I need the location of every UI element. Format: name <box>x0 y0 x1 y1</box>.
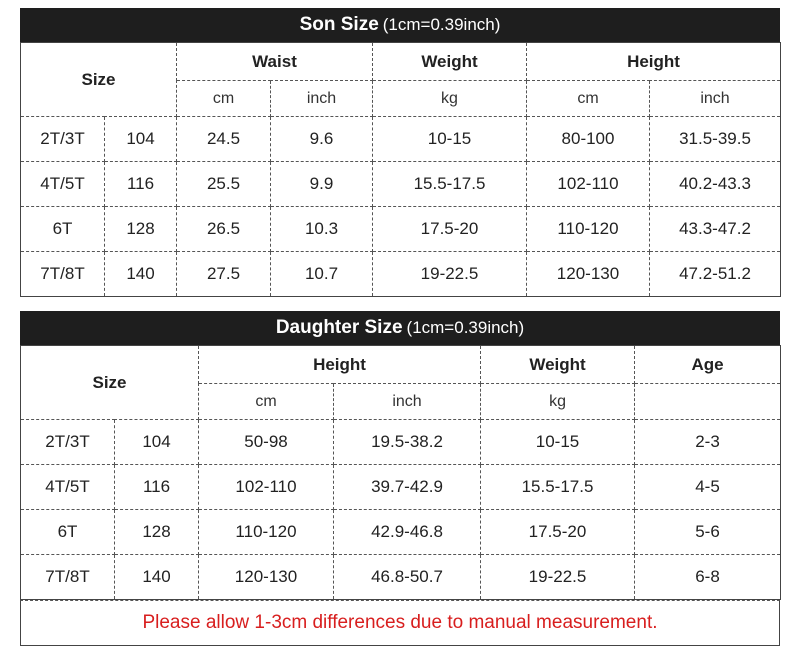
waist-cm: 26.5 <box>177 207 271 252</box>
height-cm: 102-110 <box>527 162 650 207</box>
height-cm: 50-98 <box>199 420 334 465</box>
daughter-age-unit <box>635 384 781 420</box>
daughter-subtitle: (1cm=0.39inch) <box>406 318 525 337</box>
size-code: 128 <box>105 207 177 252</box>
size-code: 128 <box>115 510 199 555</box>
waist-inch: 9.6 <box>271 117 373 162</box>
table-row <box>21 420 781 465</box>
daughter-title: Daughter Size <box>275 317 403 338</box>
daughter-height-header: Height <box>199 346 481 384</box>
measurement-note: Please allow 1-3cm differences due to manual measurement. <box>20 600 780 646</box>
weight-kg: 15.5-17.5 <box>481 465 635 510</box>
daughter-height-inch-unit: inch <box>334 384 481 420</box>
size-label: 6T <box>21 510 115 555</box>
table-row <box>21 510 781 555</box>
table-row <box>21 555 781 600</box>
height-cm: 120-130 <box>527 252 650 297</box>
son-title: Son Size <box>299 14 379 35</box>
son-weight-header: Weight <box>373 43 527 81</box>
daughter-size-table <box>20 345 781 600</box>
height-cm: 110-120 <box>199 510 334 555</box>
daughter-size-chart <box>20 311 780 646</box>
height-inch: 31.5-39.5 <box>650 117 781 162</box>
son-height-header: Height <box>527 43 781 81</box>
table-row <box>21 162 781 207</box>
son-weight-kg-unit: kg <box>373 81 527 117</box>
size-label: 2T/3T <box>21 117 105 162</box>
size-code: 140 <box>105 252 177 297</box>
daughter-title-bar <box>20 311 780 345</box>
daughter-weight-kg-unit: kg <box>481 384 635 420</box>
waist-cm: 25.5 <box>177 162 271 207</box>
height-inch: 46.8-50.7 <box>334 555 481 600</box>
size-label: 7T/8T <box>21 252 105 297</box>
waist-inch: 10.7 <box>271 252 373 297</box>
weight-kg: 19-22.5 <box>481 555 635 600</box>
size-code: 104 <box>105 117 177 162</box>
weight-kg: 10-15 <box>481 420 635 465</box>
age: 5-6 <box>635 510 781 555</box>
height-inch: 19.5-38.2 <box>334 420 481 465</box>
height-cm: 110-120 <box>527 207 650 252</box>
son-height-cm-unit: cm <box>527 81 650 117</box>
age: 6-8 <box>635 555 781 600</box>
waist-inch: 10.3 <box>271 207 373 252</box>
son-waist-cm-unit: cm <box>177 81 271 117</box>
size-code: 140 <box>115 555 199 600</box>
size-label: 7T/8T <box>21 555 115 600</box>
waist-cm: 27.5 <box>177 252 271 297</box>
height-cm: 102-110 <box>199 465 334 510</box>
size-label: 4T/5T <box>21 162 105 207</box>
size-label: 4T/5T <box>21 465 115 510</box>
waist-cm: 24.5 <box>177 117 271 162</box>
weight-kg: 19-22.5 <box>373 252 527 297</box>
size-label: 2T/3T <box>21 420 115 465</box>
weight-kg: 17.5-20 <box>373 207 527 252</box>
size-code: 116 <box>115 465 199 510</box>
daughter-age-header: Age <box>635 346 781 384</box>
height-inch: 40.2-43.3 <box>650 162 781 207</box>
weight-kg: 15.5-17.5 <box>373 162 527 207</box>
height-inch: 42.9-46.8 <box>334 510 481 555</box>
age: 4-5 <box>635 465 781 510</box>
son-height-inch-unit: inch <box>650 81 781 117</box>
daughter-height-cm-unit: cm <box>199 384 334 420</box>
height-inch: 39.7-42.9 <box>334 465 481 510</box>
height-cm: 80-100 <box>527 117 650 162</box>
table-row <box>21 465 781 510</box>
size-code: 116 <box>105 162 177 207</box>
table-row <box>21 117 781 162</box>
son-subtitle: (1cm=0.39inch) <box>382 15 501 34</box>
height-inch: 47.2-51.2 <box>650 252 781 297</box>
daughter-weight-header: Weight <box>481 346 635 384</box>
daughter-size-header: Size <box>21 346 199 420</box>
weight-kg: 17.5-20 <box>481 510 635 555</box>
son-size-table <box>20 42 781 297</box>
size-code: 104 <box>115 420 199 465</box>
height-inch: 43.3-47.2 <box>650 207 781 252</box>
son-size-chart <box>20 8 780 297</box>
daughter-header-row <box>21 346 781 384</box>
age: 2-3 <box>635 420 781 465</box>
son-waist-inch-unit: inch <box>271 81 373 117</box>
size-label: 6T <box>21 207 105 252</box>
waist-inch: 9.9 <box>271 162 373 207</box>
height-cm: 120-130 <box>199 555 334 600</box>
son-header-row <box>21 43 781 81</box>
table-row <box>21 252 781 297</box>
son-size-header: Size <box>21 43 177 117</box>
table-row <box>21 207 781 252</box>
son-waist-header: Waist <box>177 43 373 81</box>
son-title-bar <box>20 8 780 42</box>
weight-kg: 10-15 <box>373 117 527 162</box>
